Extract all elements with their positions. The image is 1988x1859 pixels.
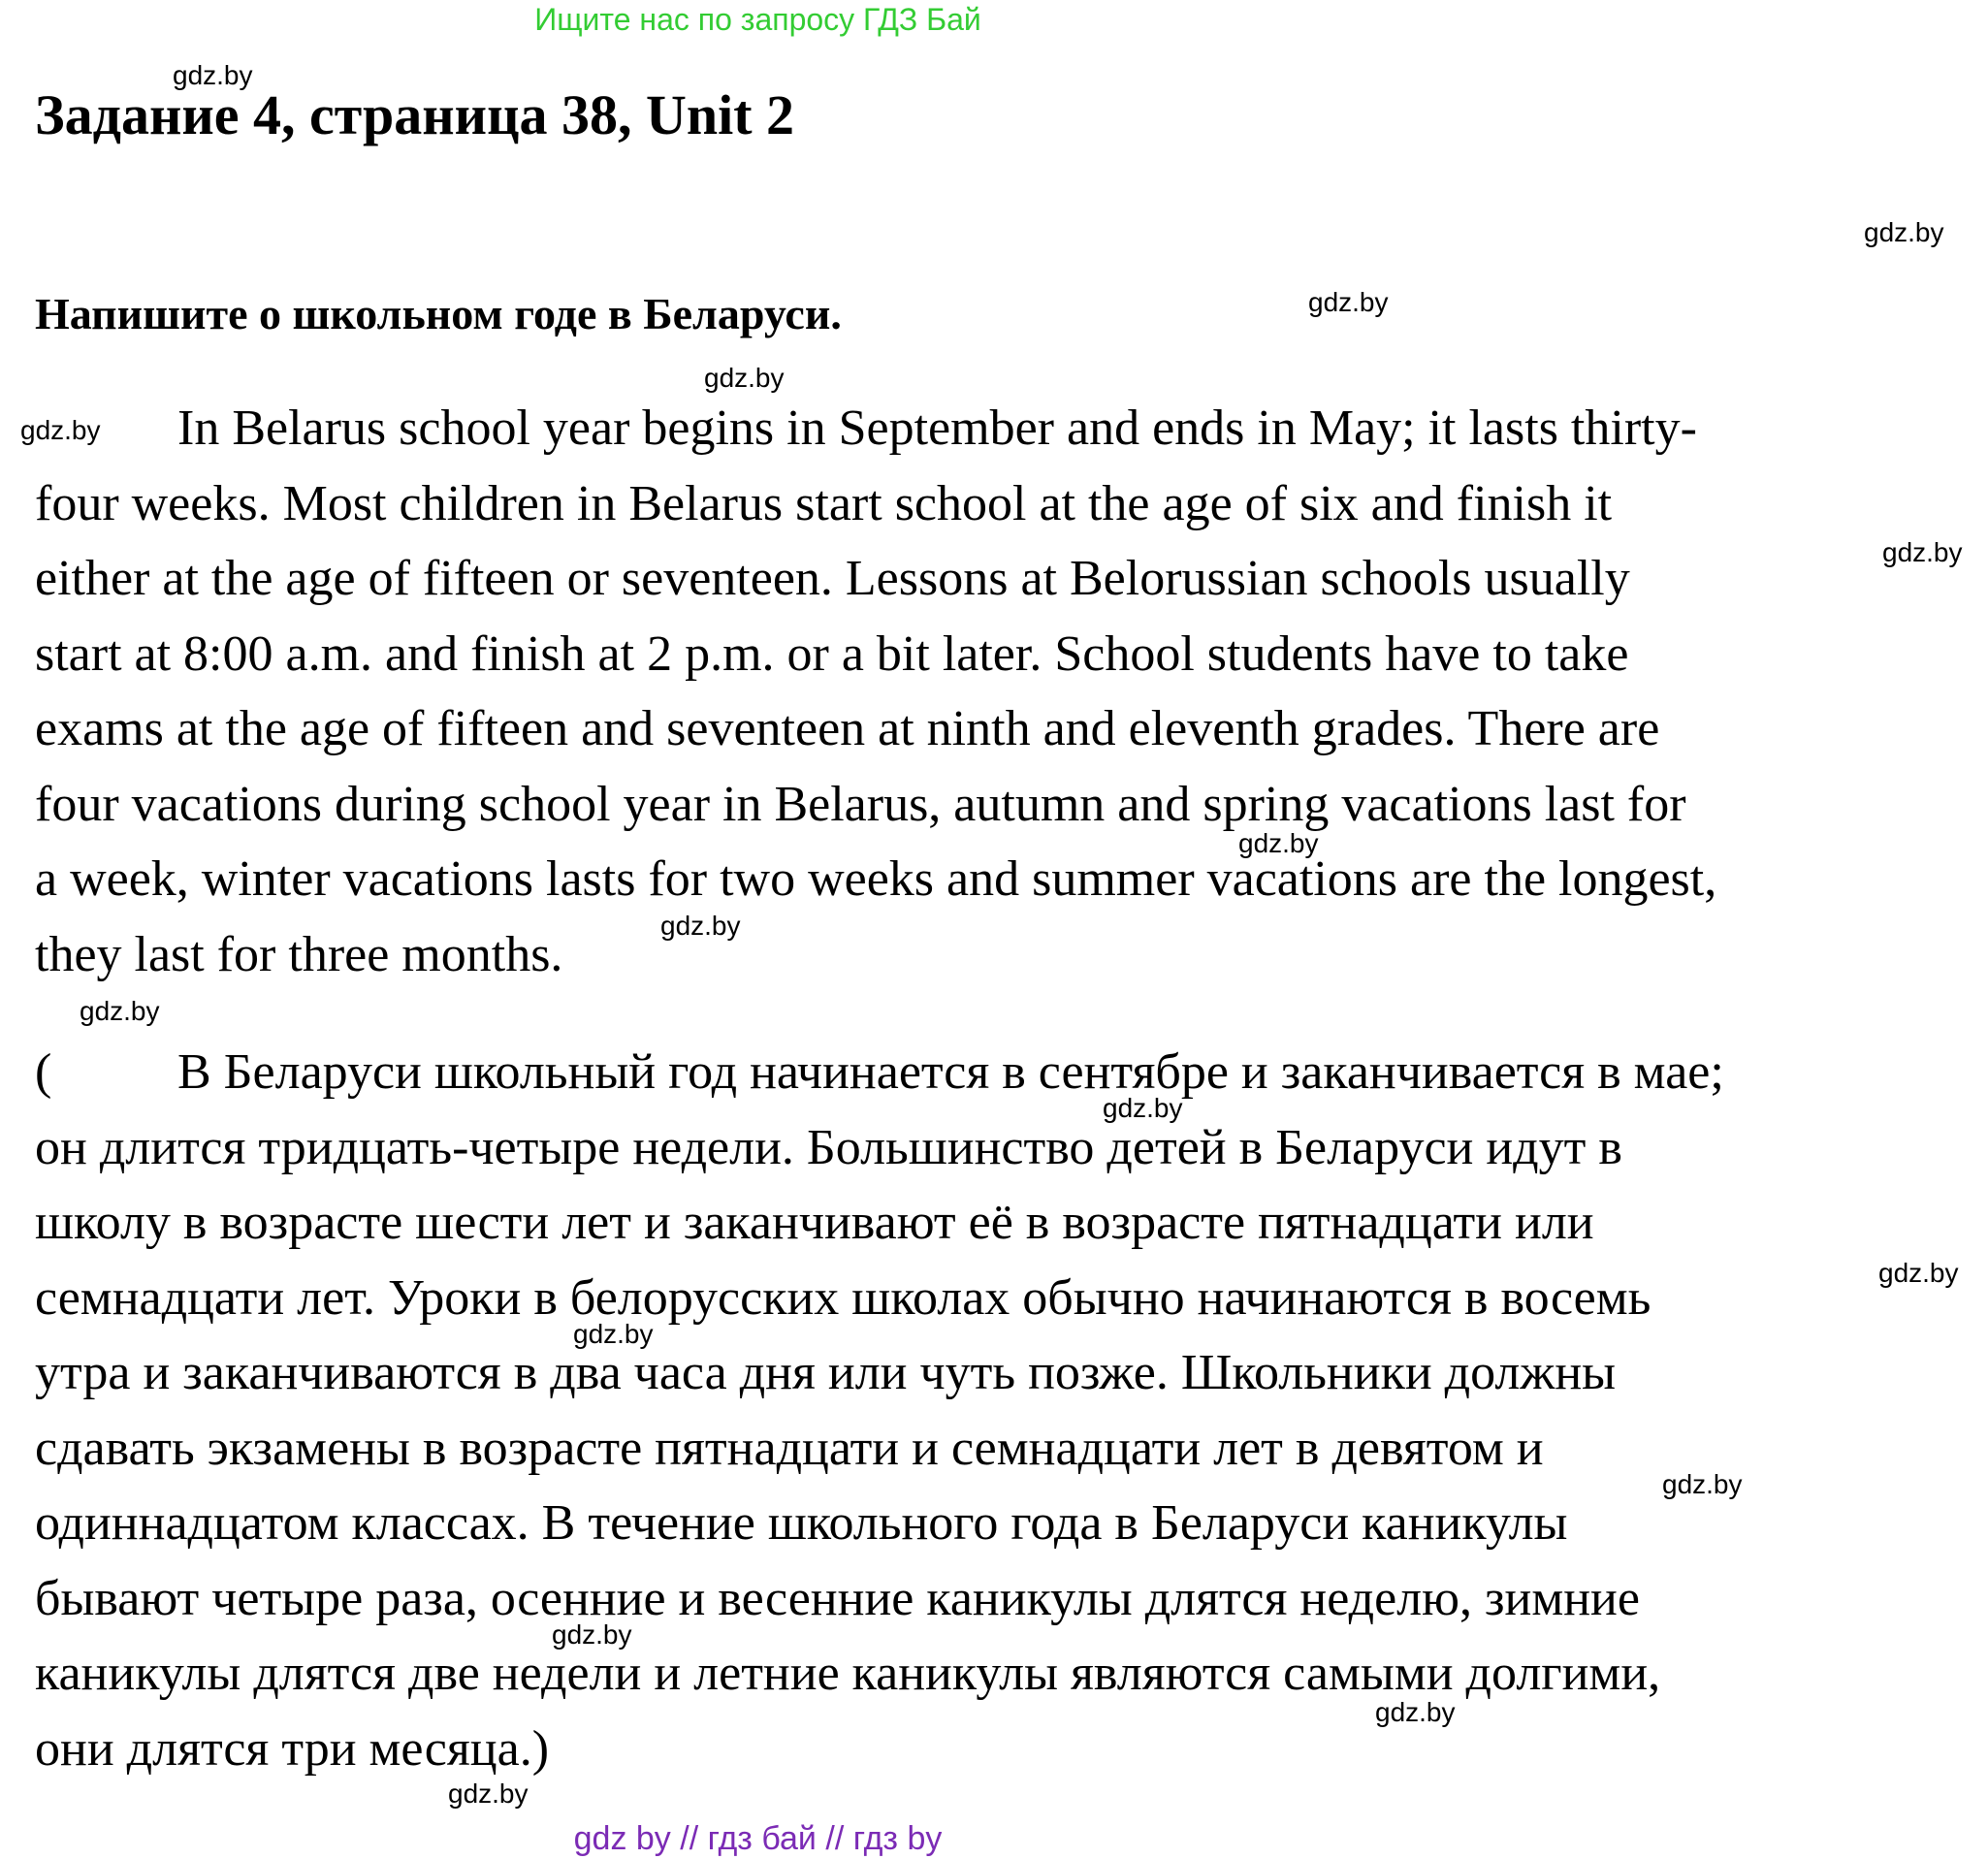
russian-line [35, 1035, 1724, 1110]
watermark: gdz.by [704, 363, 785, 393]
watermark: gdz.by [1238, 828, 1319, 858]
russian-line: бывают четыре раза, осенние и весенние каникулы длятся неделю, зимние [35, 1570, 1640, 1626]
watermark: gdz.by [1375, 1697, 1456, 1727]
task-heading: Напишите о школьном годе в Беларуси. [35, 289, 842, 338]
watermark: gdz.by [173, 60, 253, 90]
english-answer [35, 391, 1716, 992]
watermark: gdz.by [1882, 537, 1963, 567]
english-line: a week, winter vacations lasts for two weeks and summer vacations are the longest, [35, 851, 1717, 907]
russian-translation [35, 1035, 1724, 1786]
watermark: gdz.by [573, 1319, 654, 1349]
russian-line: он длится тридцать-четыре недели. Большинство детей в Беларуси идут в [35, 1119, 1622, 1175]
page-title: Задание 4, страница 38, Unit 2 [35, 83, 795, 146]
watermark: gdz.by [20, 415, 101, 445]
watermark: gdz.by [448, 1779, 529, 1809]
russian-line: одиннадцатом классах. В течение школьного года в Беларуси каникулы [35, 1495, 1568, 1551]
russian-line: утра и заканчиваются в два часа дня или чуть позже. Школьники должны [35, 1345, 1617, 1400]
watermark: gdz.by [1662, 1469, 1743, 1499]
english-line: start at 8:00 a.m. and finish at 2 p.m. or a bit later. School students have to take [35, 625, 1629, 682]
english-line: four vacations during school year in Belarus, autumn and spring vacations last for [35, 776, 1686, 832]
open-parenthesis: ( [35, 1044, 52, 1100]
watermark: gdz.by [552, 1619, 632, 1650]
english-line: either at the age of fifteen or seventeen. Lessons at Belorussian schools usually [35, 551, 1630, 606]
footer-links: gdz by // гдз бай // гдз by [573, 1820, 943, 1857]
watermark: gdz.by [1878, 1258, 1959, 1288]
watermark: gdz.by [660, 911, 741, 941]
russian-line: они длятся три месяца.) [35, 1720, 550, 1777]
russian-line: семнадцати лет. Уроки в белорусских школах обычно начинаются в восемь [35, 1269, 1651, 1326]
russian-line: каникулы длятся две недели и летние каникулы являются самыми долгими, [35, 1646, 1661, 1701]
search-hint-banner: Ищите нас по запросу ГДЗ Бай [534, 2, 981, 37]
english-line: In Belarus school year begins in September and ends in May; it lasts thirty- [177, 401, 1697, 456]
watermark: gdz.by [1103, 1093, 1183, 1123]
watermark: gdz.by [80, 996, 160, 1026]
russian-line-text: В Беларуси школьный год начинается в сентябре и заканчивается в мае; [177, 1044, 1724, 1100]
russian-line: сдавать экзамены в возрасте пятнадцати и семнадцати лет в девятом и [35, 1420, 1544, 1476]
russian-line: школу в возрасте шести лет и заканчивают её в возрасте пятнадцати или [35, 1195, 1594, 1250]
watermark: gdz.by [1308, 287, 1389, 317]
english-line: exams at the age of fifteen and seventeen at ninth and eleventh grades. There are [35, 701, 1660, 756]
english-line: four weeks. Most children in Belarus start school at the age of six and finish it [35, 475, 1613, 531]
watermark: gdz.by [1864, 217, 1944, 247]
english-line: they last for three months. [35, 926, 563, 982]
